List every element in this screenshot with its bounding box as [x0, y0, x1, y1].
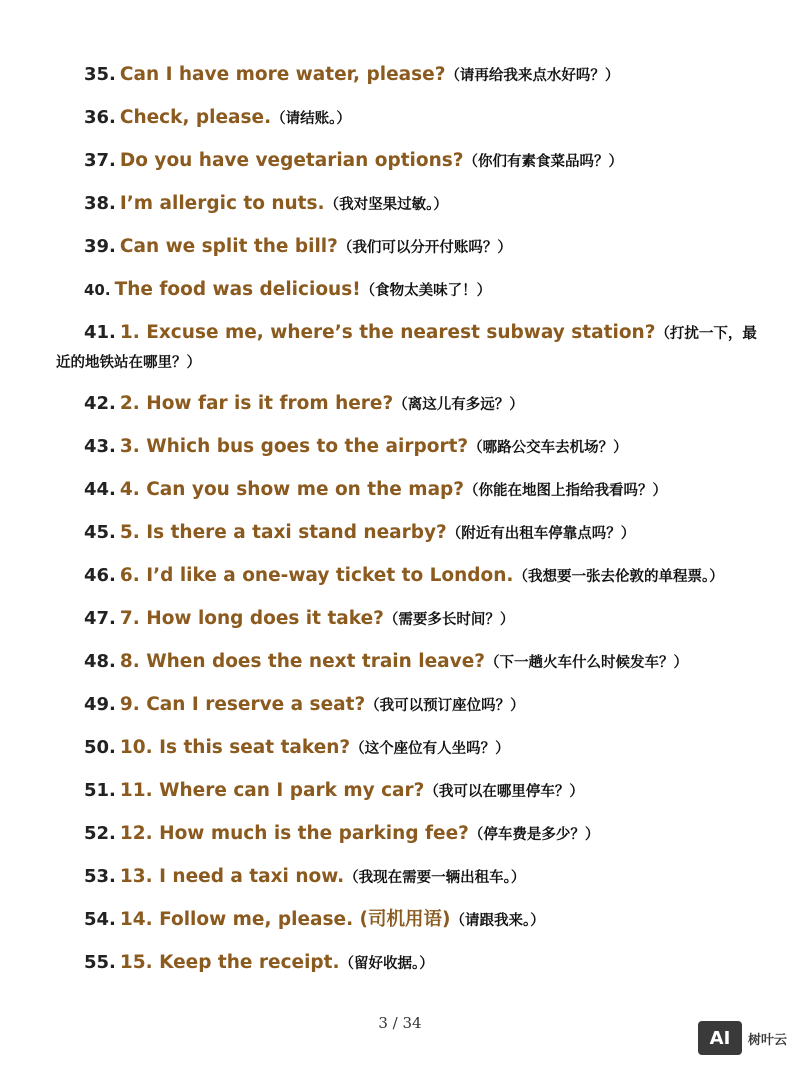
item-number: 46. — [84, 565, 116, 586]
english-phrase: The food was delicious! — [114, 279, 361, 300]
chinese-translation: （你能在地图上指给我看吗？） — [464, 483, 668, 499]
english-phrase: 1. Excuse me, where’s the nearest subway station? — [119, 322, 656, 343]
chinese-translation: （离这儿有多远？） — [393, 397, 524, 413]
list-item — [84, 390, 760, 419]
chinese-translation: （我可以预订座位吗？） — [365, 698, 525, 714]
chinese-translation: （请结账。） — [271, 111, 351, 127]
chinese-translation: （下一趟火车什么时候发车？） — [484, 655, 688, 671]
item-number: 36. — [84, 107, 116, 128]
english-phrase: 5. Is there a taxi stand nearby? — [119, 522, 447, 543]
list-item — [84, 648, 760, 677]
english-phrase: 14. Follow me, please. (司机用语) — [119, 909, 451, 930]
list-item — [84, 104, 760, 133]
list-item — [84, 777, 760, 806]
english-phrase: 10. Is this seat taken? — [119, 737, 351, 758]
list-item — [84, 433, 760, 462]
english-phrase: 11. Where can I park my car? — [119, 780, 425, 801]
item-number: 42. — [84, 393, 116, 414]
watermark — [698, 1021, 787, 1055]
item-number: 55. — [84, 952, 116, 973]
list-item — [84, 61, 760, 90]
chinese-translation: （我现在需要一辆出租车。） — [344, 870, 526, 886]
chinese-translation: （我可以在哪里停车？） — [424, 784, 584, 800]
item-number: 41. — [84, 322, 116, 343]
chinese-translation: （这个座位有人坐吗？） — [350, 741, 510, 757]
english-phrase: 7. How long does it take? — [119, 608, 384, 629]
chinese-translation: （请跟我来。） — [450, 913, 545, 929]
chinese-translation: （附近有出租车停靠点吗？） — [446, 526, 636, 542]
item-number: 50. — [84, 737, 116, 758]
item-number: 40. — [84, 281, 111, 299]
chinese-translation: （停车费是多少？） — [468, 827, 600, 843]
chinese-translation: （打扰一下，最近的地铁站在哪里？） — [56, 326, 757, 371]
item-number: 51. — [84, 780, 116, 801]
chinese-translation: （我对坚果过敏。） — [324, 197, 448, 213]
item-number: 48. — [84, 651, 116, 672]
english-phrase: Can we split the bill? — [119, 236, 338, 257]
item-number: 35. — [84, 64, 116, 85]
item-number: 54. — [84, 909, 116, 930]
english-phrase: Can I have more water, please? — [119, 64, 446, 85]
english-phrase: I’m allergic to nuts. — [119, 193, 325, 214]
english-phrase: Do you have vegetarian options? — [119, 150, 464, 171]
list-item — [84, 519, 760, 548]
item-number: 39. — [84, 236, 116, 257]
english-phrase: 4. Can you show me on the map? — [119, 479, 465, 500]
list-item — [84, 734, 760, 763]
list-item — [84, 233, 760, 262]
item-number: 44. — [84, 479, 116, 500]
item-number: 53. — [84, 866, 116, 887]
english-phrase: 12. How much is the parking fee? — [119, 823, 469, 844]
english-phrase: 9. Can I reserve a seat? — [119, 694, 366, 715]
item-number: 43. — [84, 436, 116, 457]
item-number: 45. — [84, 522, 116, 543]
list-item — [84, 476, 760, 505]
list-item — [84, 190, 760, 219]
chinese-translation: （需要多长时间？） — [383, 612, 515, 628]
chinese-translation: （食物太美味了！） — [360, 283, 492, 299]
english-phrase: 13. I need a taxi now. — [119, 866, 345, 887]
english-phrase: Check, please. — [119, 107, 272, 128]
chinese-translation: （你们有素食菜品吗？） — [463, 154, 624, 170]
item-number: 49. — [84, 694, 116, 715]
list-item — [56, 319, 760, 377]
watermark-text: 树叶云 — [748, 1032, 788, 1048]
english-phrase: 6. I’d like a one-way ticket to London. — [119, 565, 514, 586]
english-phrase: 3. Which bus goes to the airport? — [119, 436, 469, 457]
list-item — [84, 906, 760, 935]
chinese-translation: （请再给我来点水好吗？） — [445, 68, 620, 84]
page-number: 3 / 34 — [378, 1014, 422, 1032]
english-phrase: 8. When does the next train leave? — [119, 651, 485, 672]
chinese-translation: （我想要一张去伦敦的单程票。） — [513, 569, 724, 585]
list-item — [84, 863, 760, 892]
chinese-translation: （我们可以分开付账吗？） — [337, 240, 512, 256]
list-item — [84, 691, 760, 720]
list-item — [84, 820, 760, 849]
list-item — [84, 147, 760, 176]
list-item — [84, 949, 760, 978]
item-number: 37. — [84, 150, 116, 171]
item-number: 52. — [84, 823, 116, 844]
list-item — [84, 562, 760, 591]
item-number: 38. — [84, 193, 116, 214]
list-item — [84, 605, 760, 634]
english-phrase: 15. Keep the receipt. — [119, 952, 340, 973]
item-number: 47. — [84, 608, 116, 629]
chinese-translation: （哪路公交车去机场？） — [468, 440, 628, 456]
ai-logo-icon: AI — [698, 1021, 742, 1055]
list-item — [84, 276, 760, 305]
chinese-translation: （留好收据。） — [339, 956, 434, 972]
english-phrase: 2. How far is it from here? — [119, 393, 394, 414]
